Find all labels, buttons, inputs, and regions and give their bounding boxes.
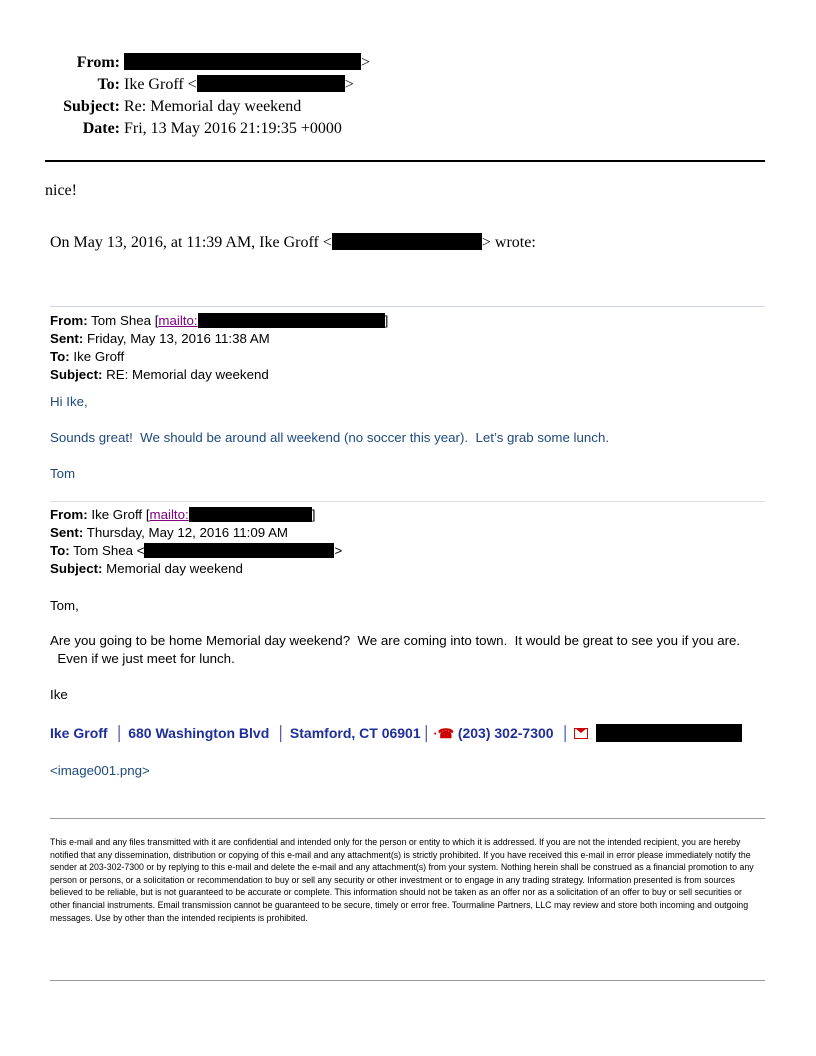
msg2-sent-row [50,524,765,542]
msg1-sent-row [50,330,765,348]
signature-phone: (203) 302-7300 [457,725,554,741]
msg1-to-row [50,348,765,366]
msg2-sent-label: Sent: [50,525,84,540]
msg2-from-row [50,506,765,524]
signature-separator: │ [115,725,125,741]
redacted-block [189,507,312,522]
message-2-header [50,506,765,578]
email-signature [50,724,742,742]
quote-divider [50,306,765,307]
legal-disclaimer: This e-mail and any files transmitted with it are confidential and intended only for the person or entity to which it is addressed. If you are not the intended recipient, you are hereby notified that any dissemination, distribution or copying of this e-mail and any attachment(s) is strictly prohibited. If you have received this e-mail in error please immediately notify the sender at 203-302-7300 or by replying to this e-mail and delete the e-mail and any attachment(s) from your system. Nothing herein shall be construed as a financial promotion to any person or persons, or a solicitation or recommendation to buy or sell any security or other investment or to engage in any trading strategy. Information presented is from sources believed to be reliable, but is not guaranteed to be accurate or complete. This information should not be taken as an offer nor as a solicitation of an offer to buy or sell securities or other financial instruments. Email transmission cannot be guaranteed to be secure, timely or error free. Tourmaline Partners, LLC may review and store both incoming and outgoing messages. Use by other than the intended recipients is prohibited. [50,837,754,923]
quote-intro-suffix: > wrote: [481,234,536,251]
gt-symbol: > [361,54,371,71]
header-from-row [0,52,600,74]
msg2-sent-value: Thursday, May 12, 2016 11:09 AM [86,525,289,540]
msg1-sent-value: Friday, May 13, 2016 11:38 AM [86,331,270,346]
msg2-to-label: To: [50,543,70,558]
to-label: To: [97,76,120,93]
msg1-subject-label: Subject: [50,367,103,382]
msg2-body-line2: Even if we just meet for lunch. [50,651,235,666]
redacted-block [197,75,345,92]
header-divider [45,160,765,162]
phone-icon: ·☎ [433,726,454,741]
date-label: Date: [82,120,120,137]
redacted-block [124,53,361,70]
msg2-to-value: Tom Shea < [73,543,145,558]
msg2-subject-row [50,560,765,578]
redacted-block [596,724,742,742]
subject-value: Re: Memorial day weekend [124,98,302,115]
date-value: Fri, 13 May 2016 21:19:35 +0000 [124,120,342,137]
msg2-from-label: From: [50,507,88,522]
header-to-row [0,74,600,96]
disclaimer-top-divider [50,818,765,819]
msg1-greeting: Hi Ike, [50,394,88,409]
signature-address: 680 Washington Blvd [128,725,270,741]
msg2-subject-label: Subject: [50,561,103,576]
msg2-subject-value: Memorial day weekend [106,561,243,576]
signature-separator: │ [422,725,432,741]
msg2-to-row [50,542,765,560]
msg1-from-label: From: [50,313,88,328]
msg2-body-line1: Are you going to be home Memorial day weekend? We are coming into town. It would be great to see you if you are. [50,633,741,648]
envelope-icon [574,728,588,739]
from-label: From: [76,54,120,71]
msg1-close-bracket: ] [384,313,389,328]
redacted-block [144,543,334,558]
msg1-from-row [50,312,765,330]
msg1-to-value: Ike Groff [73,349,125,364]
msg1-body: Sounds great! We should be around all weekend (no soccer this year). Let’s grab some lunch. [50,430,610,445]
redacted-block [332,233,482,250]
attachment-placeholder: <image001.png> [50,763,150,778]
msg2-body [50,632,765,668]
message-1-header [50,312,765,384]
signature-separator: │ [277,725,286,741]
header-date-row [0,118,600,140]
msg1-mailto-link[interactable]: mailto: [158,313,198,328]
msg1-signoff: Tom [50,466,76,481]
reply-text: nice! [45,182,77,199]
msg2-mailto-link[interactable]: mailto: [149,507,189,522]
signature-city: Stamford, CT 06901 [289,725,421,741]
to-name: Ike Groff < [124,76,197,93]
msg2-greeting: Tom, [50,598,79,613]
header-subject-row [0,96,600,118]
quote-intro [50,233,536,252]
msg2-signoff: Ike [50,687,68,702]
signature-separator: │ [561,725,571,741]
msg1-from-value: Tom Shea [ [91,313,159,328]
msg1-sent-label: Sent: [50,331,84,346]
signature-name: Ike Groff [50,725,108,741]
msg1-to-label: To: [50,349,70,364]
msg2-from-value: Ike Groff [ [91,507,150,522]
to-value [124,74,354,96]
subject-label: Subject: [63,98,120,115]
quote-intro-prefix: On May 13, 2016, at 11:39 AM, Ike Groff < [50,234,332,251]
disclaimer-bottom-divider [50,980,765,981]
gt-symbol: > [344,76,354,93]
redacted-block [198,313,385,328]
message-divider [50,501,765,502]
msg2-gt: > [334,543,343,558]
from-value [124,52,370,74]
msg2-close-bracket: ] [311,507,316,522]
msg1-subject-row [50,366,765,384]
msg1-subject-value: RE: Memorial day weekend [106,367,269,382]
